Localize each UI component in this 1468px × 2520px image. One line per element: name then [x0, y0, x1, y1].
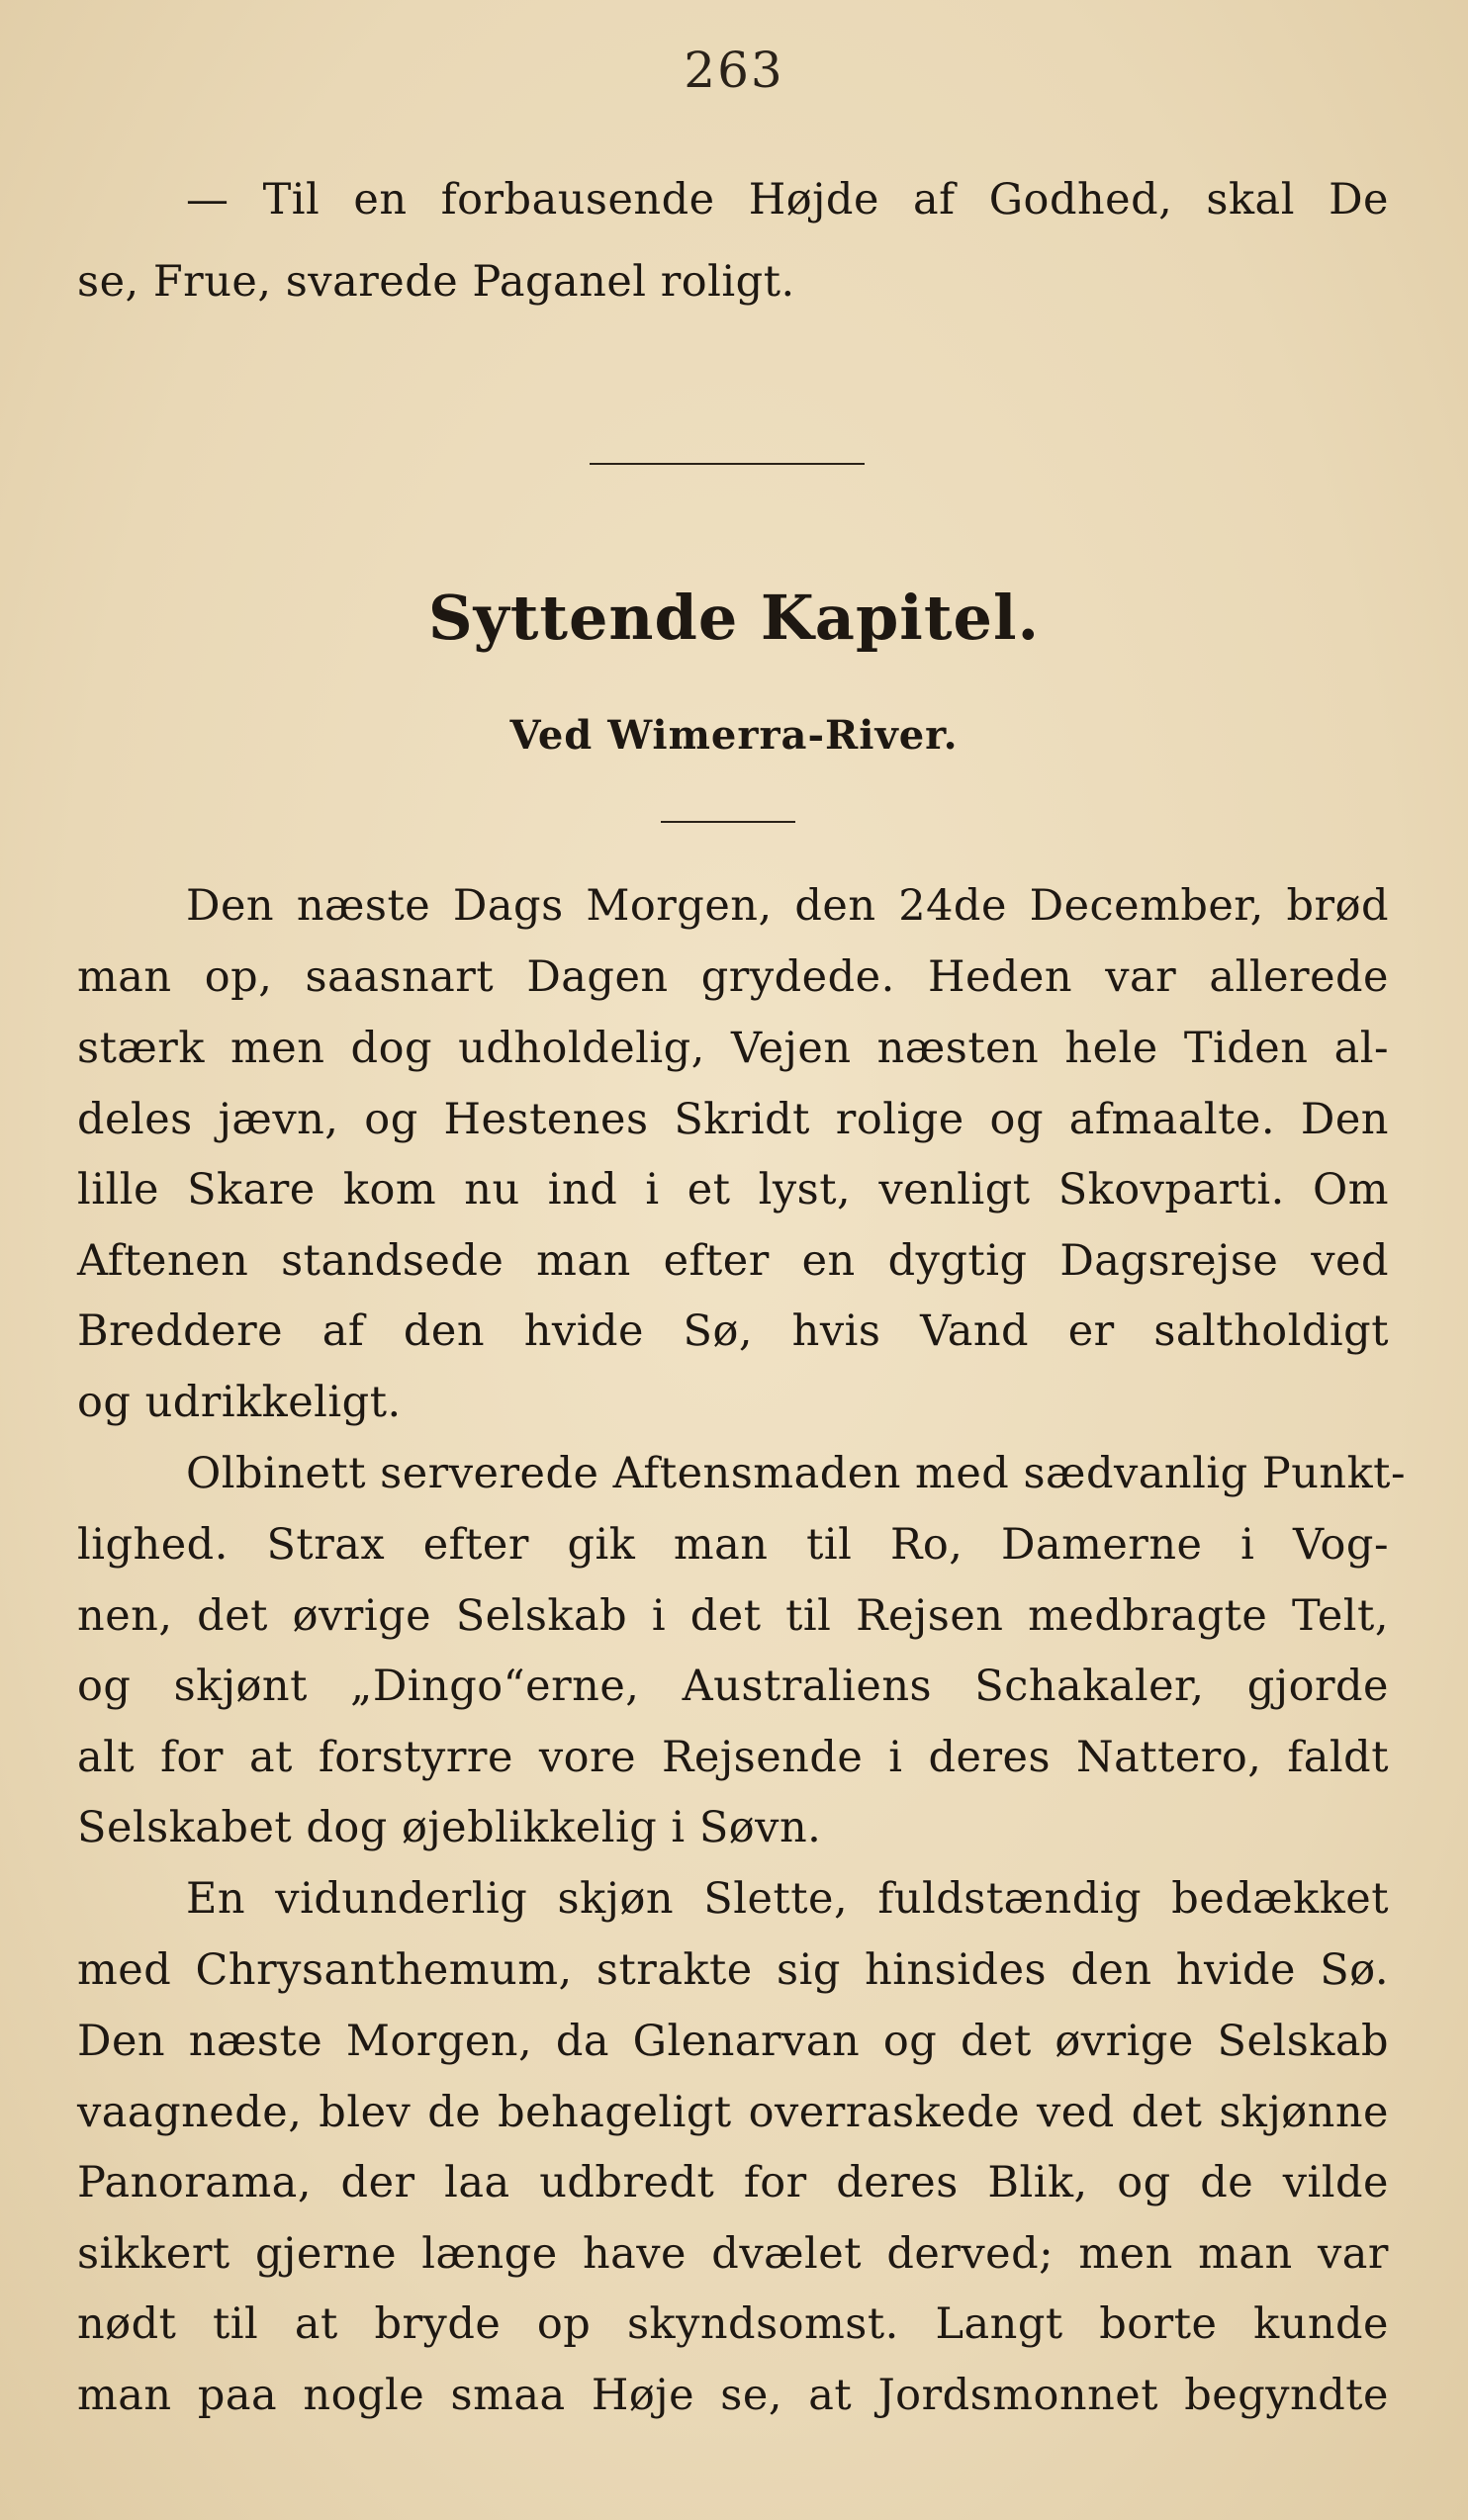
- text-line: man op, saasnart Dagen grydede. Heden var allerede: [77, 952, 1389, 1002]
- text-line: og skjønt „Dingo“erne, Australiens Schakaler, gjorde: [77, 1662, 1389, 1711]
- chapter-subtitle: Ved Wimerra-River.: [509, 712, 959, 759]
- text-line: sikkert gjerne længe have dvælet derved; men man var: [77, 2229, 1389, 2279]
- text-line: Panorama, der laa udbredt for deres Blik, og de vilde: [77, 2158, 1389, 2207]
- text-line: deles jævn, og Hestenes Skridt rolige og afmaalte. Den: [77, 1095, 1389, 1144]
- text-line: stærk men dog udholdelig, Vejen næsten hele Tiden al-: [77, 1024, 1389, 1073]
- opening-line: se, Frue, svarede Paganel roligt.: [77, 257, 795, 307]
- text-line: man paa nogle smaa Høje se, at Jordsmonnet begyndte: [77, 2371, 1389, 2420]
- title-divider: [661, 821, 795, 823]
- text-line: og udrikkeligt.: [77, 1378, 402, 1427]
- text-line: med Chrysanthemum, strakte sig hinsides den hvide Sø.: [77, 1945, 1389, 1995]
- text-line: Breddere af den hvide Sø, hvis Vand er saltholdigt: [77, 1306, 1389, 1356]
- text-line: Den næste Dags Morgen, den 24de December, brød: [186, 881, 1389, 931]
- text-line: Olbinett serverede Aftensmaden med sædvanlig Punkt-: [186, 1449, 1406, 1498]
- text-line: lighed. Strax efter gik man til Ro, Damerne i Vog-: [77, 1520, 1389, 1570]
- text-line: nen, det øvrige Selskab i det til Rejsen medbragte Telt,: [77, 1591, 1389, 1641]
- chapter-title: Syttende Kapitel.: [427, 582, 1041, 654]
- section-divider: [590, 463, 865, 465]
- text-line: Den næste Morgen, da Glenarvan og det øvrige Selskab: [77, 2017, 1389, 2066]
- opening-line: — Til en forbausende Højde af Godhed, skal De: [186, 175, 1389, 225]
- text-line: En vidunderlig skjøn Slette, fuldstændig bedækket: [186, 1874, 1389, 1924]
- text-line: Aftenen standsede man efter en dygtig Dagsrejse ved: [77, 1236, 1389, 1286]
- text-line: Selskabet dog øjeblikkelig i Søvn.: [77, 1803, 822, 1852]
- text-line: lille Skare kom nu ind i et lyst, venligt Skovparti. Om: [77, 1165, 1389, 1215]
- text-line: alt for at forstyrre vore Rejsende i deres Nattero, faldt: [77, 1733, 1389, 1782]
- page-number: 263: [684, 42, 784, 99]
- text-line: nødt til at bryde op skyndsomst. Langt borte kunde: [77, 2299, 1389, 2349]
- text-line: vaagnede, blev de behageligt overraskede ved det skjønne: [77, 2088, 1389, 2137]
